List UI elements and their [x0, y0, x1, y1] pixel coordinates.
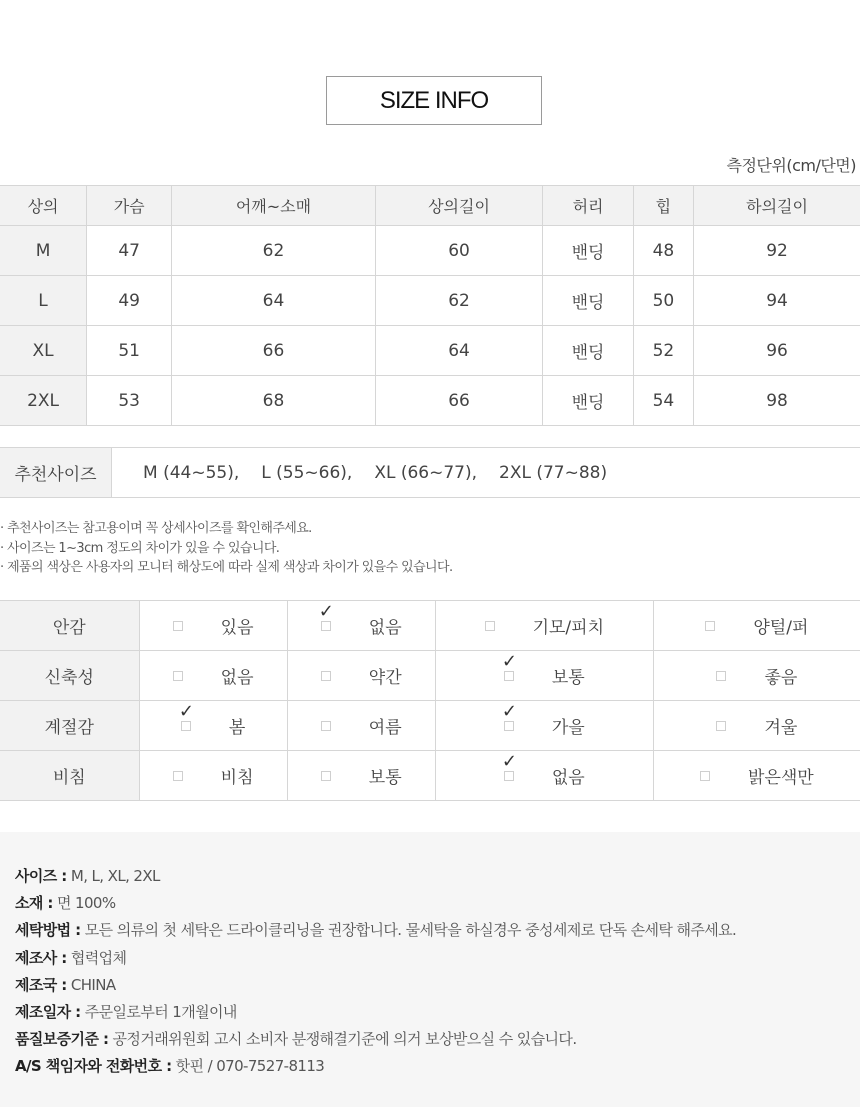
checkmark-icon: ✓ — [501, 651, 517, 672]
fabric-option-wrap — [321, 663, 402, 688]
fabric-option[interactable] — [435, 651, 653, 701]
table-cell: 53 — [87, 376, 172, 426]
fabric-option-wrap — [321, 713, 402, 738]
fabric-option-label: 여름 — [368, 718, 402, 738]
size-label-cell: M — [0, 226, 87, 276]
table-cell: 60 — [375, 226, 543, 276]
checkbox-icon[interactable] — [173, 771, 183, 781]
info-label: 품질보증기준 : — [15, 1030, 109, 1049]
fabric-option-wrap — [173, 663, 254, 688]
fabric-option-wrap — [501, 751, 585, 788]
recommended-size-label: 추천사이즈 — [0, 448, 112, 497]
fabric-option[interactable] — [435, 751, 653, 801]
checkbox-icon[interactable] — [181, 721, 191, 731]
header-cell: 하의길이 — [694, 186, 860, 226]
info-label: 제조일자 : — [15, 1003, 81, 1022]
info-value: 주문일로부터 1개월이내 — [80, 1003, 237, 1022]
fabric-option-label: 약간 — [368, 668, 402, 688]
fabric-option-label: 비침 — [220, 768, 254, 788]
checkbox-icon[interactable] — [504, 771, 514, 781]
size-label-cell: XL — [0, 326, 87, 376]
recommended-size-value: XL (66~77), — [374, 462, 478, 483]
fabric-option-label: 없음 — [368, 618, 402, 638]
table-cell: 54 — [633, 376, 693, 426]
info-label: A/S 책임자와 전화번호 : — [15, 1057, 172, 1076]
checkmark-icon: ✓ — [178, 701, 194, 722]
checkbox-icon[interactable] — [504, 721, 514, 731]
header-cell: 어깨~소매 — [172, 186, 375, 226]
checkbox-icon[interactable] — [321, 721, 331, 731]
header-cell: 상의길이 — [375, 186, 543, 226]
checkbox-icon[interactable] — [485, 621, 495, 631]
table-cell: 50 — [633, 276, 693, 326]
fabric-option[interactable] — [435, 701, 653, 751]
recommended-size-value: L (55~66), — [261, 462, 353, 483]
table-cell: 68 — [172, 376, 375, 426]
fabric-option-label: 봄 — [228, 718, 246, 738]
info-line — [15, 1026, 736, 1053]
info-label: 사이즈 : — [15, 867, 67, 885]
table-cell: 66 — [375, 376, 543, 426]
product-info-list — [15, 863, 736, 1081]
fabric-option-wrap — [501, 701, 585, 738]
fabric-option-wrap — [321, 763, 402, 788]
info-line — [15, 945, 736, 972]
recommended-size-value: 2XL (77~88) — [499, 462, 608, 483]
fabric-option-wrap — [173, 763, 254, 788]
table-cell: 96 — [694, 326, 860, 376]
size-table-header — [0, 186, 860, 226]
size-table — [0, 185, 860, 426]
checkmark-icon: ✓ — [501, 751, 517, 772]
fabric-option[interactable] — [287, 701, 435, 751]
fabric-row — [0, 751, 860, 801]
table-cell: 94 — [694, 276, 860, 326]
header-cell: 허리 — [543, 186, 633, 226]
size-notes — [0, 519, 453, 578]
fabric-option[interactable] — [287, 751, 435, 801]
table-cell: 밴딩 — [543, 226, 633, 276]
fabric-row-label: 비침 — [0, 751, 139, 801]
header-cell: 힙 — [633, 186, 693, 226]
fabric-option-wrap — [178, 701, 246, 738]
table-cell: 밴딩 — [543, 326, 633, 376]
table-cell: 64 — [172, 276, 375, 326]
note-line: · 추천사이즈는 참고용이며 꼭 상세사이즈를 확인해주세요. — [0, 521, 312, 536]
table-cell: 62 — [172, 226, 375, 276]
fabric-option[interactable] — [287, 601, 435, 651]
checkmark-icon: ✓ — [501, 701, 517, 722]
unit-label: 측정단위(cm/단면) — [726, 156, 856, 175]
table-row — [0, 276, 860, 326]
table-cell: 49 — [87, 276, 172, 326]
header-cell: 상의 — [0, 186, 87, 226]
info-line — [15, 972, 736, 999]
fabric-option-label: 좋음 — [764, 668, 798, 688]
fabric-option-wrap — [705, 613, 808, 638]
fabric-row-label: 안감 — [0, 601, 139, 651]
fabric-option[interactable] — [139, 701, 287, 751]
checkbox-icon[interactable] — [504, 671, 514, 681]
checkbox-icon[interactable] — [321, 771, 331, 781]
checkbox-icon[interactable] — [321, 621, 331, 631]
fabric-option-wrap — [173, 613, 254, 638]
fabric-option[interactable] — [653, 651, 860, 701]
fabric-option[interactable] — [139, 601, 287, 651]
fabric-option[interactable] — [653, 601, 860, 651]
size-label-cell: L — [0, 276, 87, 326]
table-row — [0, 376, 860, 426]
fabric-option-wrap — [716, 663, 797, 688]
table-cell: 47 — [87, 226, 172, 276]
table-cell: 64 — [375, 326, 543, 376]
fabric-row-label: 계절감 — [0, 701, 139, 751]
info-label: 소재 : — [15, 894, 53, 913]
fabric-option-label: 가을 — [551, 718, 585, 738]
checkbox-icon[interactable] — [173, 621, 183, 631]
fabric-option-label: 보통 — [551, 668, 585, 688]
table-cell: 밴딩 — [543, 276, 633, 326]
table-cell: 48 — [633, 226, 693, 276]
info-line — [15, 1053, 736, 1080]
checkbox-icon[interactable] — [705, 621, 715, 631]
fabric-option[interactable] — [653, 701, 860, 751]
fabric-row — [0, 601, 860, 651]
info-line — [15, 863, 736, 890]
fabric-option-label: 밝은색만 — [748, 768, 814, 788]
fabric-option-wrap — [501, 651, 585, 688]
recommended-size-values — [112, 448, 629, 497]
fabric-option-label: 겨울 — [764, 718, 798, 738]
table-cell: 밴딩 — [543, 376, 633, 426]
note-line: · 제품의 색상은 사용자의 모니터 해상도에 따라 실제 색상과 차이가 있을수 있습니다. — [0, 560, 453, 575]
fabric-option[interactable] — [139, 651, 287, 701]
info-line — [15, 890, 736, 917]
header-cell: 가슴 — [87, 186, 172, 226]
info-value: 모든 의류의 첫 세탁은 드라이클리닝을 권장합니다. 물세탁을 하실경우 중성세제로 단독 손세탁 해주세요. — [80, 921, 737, 940]
table-cell: 62 — [375, 276, 543, 326]
table-row — [0, 326, 860, 376]
fabric-option[interactable] — [139, 751, 287, 801]
fabric-properties-table — [0, 600, 860, 801]
info-value: 협력업체 — [66, 948, 127, 967]
info-value: M, L, XL, 2XL — [66, 867, 160, 885]
info-label: 제조사 : — [15, 948, 67, 967]
recommended-size-value: M (44~55), — [143, 462, 240, 483]
fabric-option-wrap — [485, 613, 604, 638]
fabric-option-wrap — [700, 763, 814, 788]
info-line — [15, 917, 736, 944]
info-value: 핫핀 / 070-7527-8113 — [171, 1057, 325, 1076]
note-line: · 사이즈는 1~3cm 정도의 차이가 있을 수 있습니다. — [0, 540, 280, 556]
info-label: 제조국 : — [15, 975, 67, 994]
table-cell: 51 — [87, 326, 172, 376]
fabric-option-label: 있음 — [220, 618, 254, 638]
product-info-panel — [0, 832, 860, 1107]
table-cell: 98 — [694, 376, 860, 426]
checkbox-icon[interactable] — [321, 671, 331, 681]
recommended-size-row — [0, 447, 860, 498]
checkmark-icon: ✓ — [318, 601, 334, 622]
fabric-row — [0, 651, 860, 701]
checkbox-icon[interactable] — [716, 671, 726, 681]
table-cell: 92 — [694, 226, 860, 276]
fabric-option-wrap — [716, 713, 797, 738]
fabric-option-label: 기모/피치 — [532, 618, 604, 638]
table-row — [0, 226, 860, 276]
info-label: 세탁방법 : — [15, 921, 81, 940]
fabric-option[interactable] — [653, 751, 860, 801]
size-label-cell: 2XL — [0, 376, 87, 426]
checkbox-icon[interactable] — [173, 671, 183, 681]
info-value: 공정거래위원회 고시 소비자 분쟁해결기준에 의거 보상받으실 수 있습니다. — [108, 1030, 577, 1049]
checkbox-icon[interactable] — [700, 771, 710, 781]
fabric-option-wrap — [318, 601, 402, 638]
fabric-row-label: 신축성 — [0, 651, 139, 701]
fabric-option[interactable] — [287, 651, 435, 701]
fabric-option[interactable] — [435, 601, 653, 651]
info-value: CHINA — [66, 975, 116, 994]
fabric-option-label: 보통 — [368, 768, 402, 788]
info-value: 면 100% — [52, 894, 116, 913]
info-line — [15, 999, 736, 1026]
fabric-option-label: 없음 — [551, 768, 585, 788]
table-cell: 52 — [633, 326, 693, 376]
table-cell: 66 — [172, 326, 375, 376]
fabric-option-label: 양털/퍼 — [753, 618, 809, 638]
checkbox-icon[interactable] — [716, 721, 726, 731]
fabric-row — [0, 701, 860, 751]
fabric-option-label: 없음 — [220, 668, 254, 688]
size-info-title: SIZE INFO — [326, 76, 542, 125]
